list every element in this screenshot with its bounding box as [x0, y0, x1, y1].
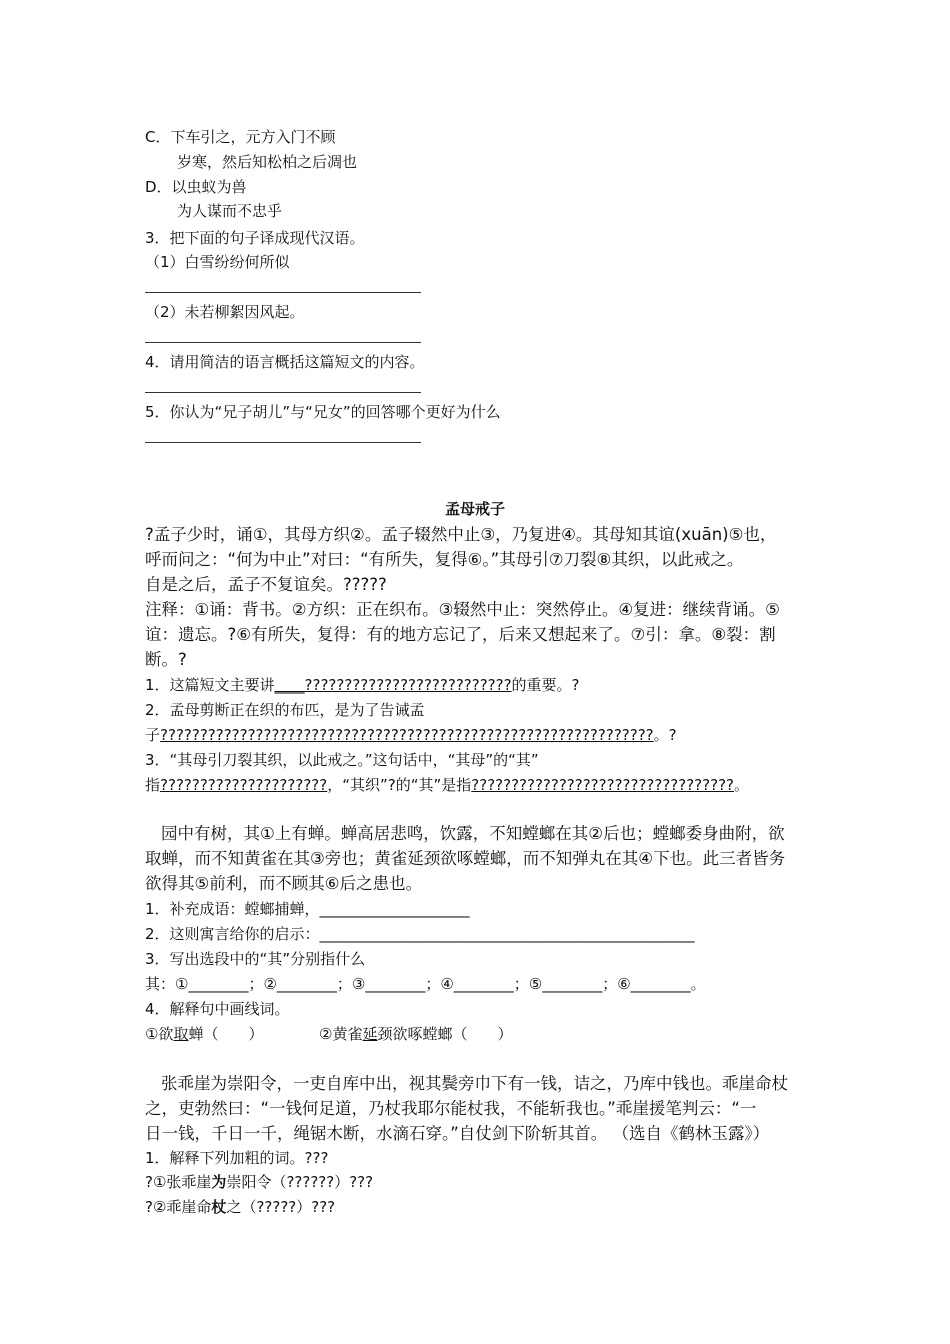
fable-line: 取蝉，而不知黄雀在其③旁也；黄雀延颈欲啄螳螂，而不知弹丸在其④下也。此三者皆务 [145, 849, 786, 868]
passage-question-2: 2．孟母剪断正在织的布匹，是为了告诫孟 [145, 701, 425, 719]
option-c-line1: C．下车引之，元方入门不顾 [145, 128, 336, 146]
annotation-line: 断。? [145, 650, 187, 669]
question-3: 3．把下面的句子译成现代汉语。 [145, 229, 365, 247]
answer-line-3-1[interactable] [145, 292, 421, 293]
fable-question-3-blanks: 其：①________；②________；③________；④________；⑤________；⑥________。 [145, 975, 706, 993]
annotation-line: 注释：①诵：背书。②方织：正在织布。③辍然中止：突然停止。④复进：继续背诵。⑤ [145, 600, 780, 619]
story-item-1: ?①张乖崖为崇阳令（??????）??? [145, 1173, 374, 1191]
question-5: 5．你认为“兄子胡儿”与“兄女”的回答哪个更好为什么 [145, 403, 501, 421]
fable-question-4: 4．解释句中画线词。 [145, 1000, 290, 1018]
answer-line-4[interactable] [145, 392, 421, 393]
answer-line-5[interactable] [145, 442, 421, 443]
story-item-2: ?②乖崖命杖之（?????）??? [145, 1198, 336, 1216]
story-line: 张乖崖为崇阳令，一吏自库中出，视其鬓旁巾下有一钱，诘之，乃库中钱也。乖崖命杖 [161, 1074, 788, 1093]
story-line: 日一钱，千日一千，绳锯木断，水滴石穿。”自仗剑下阶斩其首。 （选自《鹤林玉露》） [145, 1124, 770, 1143]
option-c-line2: 岁寒，然后知松柏之后凋也 [177, 153, 358, 171]
question-3-2: （2）未若柳絮因风起。 [145, 303, 305, 321]
underlined-word: 取 [173, 1025, 189, 1043]
fable-question-3: 3．写出选段中的“其”分别指什么 [145, 950, 366, 968]
passage-line: 自是之后，孟子不复谊矣。????? [145, 575, 387, 594]
option-d-line1: D．以虫蚁为兽 [145, 178, 247, 196]
passage-title: 孟母戒子 [444, 500, 505, 518]
passage-line: 呼而问之：“何为中止”对曰：“有所失，复得⑥。”其母引⑦刀裂⑧其织，以此戒之。 [145, 550, 744, 569]
answer-blank[interactable]: ????????????????????? [160, 776, 328, 794]
fable-line: 欲得其⑤前利，而不顾其⑥后之患也。 [145, 874, 423, 893]
fable-line: 园中有树，其①上有蝉。蝉高居悲鸣，饮露，不知螳螂在其②后也；螳螂委身曲附，欲 [161, 824, 785, 843]
answer-blank[interactable]: ????????????????????????????????? [471, 776, 734, 794]
story-question-1: 1．解释下列加粗的词。??? [145, 1149, 329, 1167]
passage-question-2-cont: 子??????????????????????????????????????????????????????????????。? [145, 726, 677, 744]
fable-question-2: 2．这则寓言给你的启示：__________________________________________________ [145, 925, 695, 943]
fable-question-1: 1．补充成语：螳螂捕蝉，____________________ [145, 900, 470, 918]
passage-line: ?孟子少时，诵①，其母方织②。孟子辍然中止③，乃复进④。其母知其谊(xuān)⑤也， [145, 525, 777, 544]
option-d-line2: 为人谋而不忠乎 [177, 202, 283, 220]
story-line: 之，吏勃然曰：“一钱何足道，乃杖我耶尔能杖我，不能斩我也。”乖崖援笔判云：“一 [145, 1099, 757, 1118]
passage-question-1: 1．这篇短文主要讲____??????????????????????????的重要。? [145, 676, 580, 694]
passage-question-3: 3．“其母引刀裂其织，以此戒之。”这句话中，“其母”的“其” [145, 751, 539, 769]
answer-blank[interactable]: ____?????????????????????????? [274, 676, 512, 694]
annotation-line: 谊：遗忘。?⑥有所失，复得：有的地方忘记了，后来又想起来了。⑦引：拿。⑧裂：割 [145, 625, 776, 644]
question-3-1: （1）白雪纷纷何所似 [145, 253, 290, 271]
underlined-word: 延 [362, 1025, 378, 1043]
passage-question-3-cont: 指?????????????????????，“其织”?的“其”是指?????????????????????????????????。 [145, 776, 750, 794]
fable-question-4-items: ①欲取蝉（ ） ②黄雀延颈欲啄螳螂（ ） [145, 1025, 513, 1043]
answer-line-3-2[interactable] [145, 342, 421, 343]
answer-blank[interactable]: ?????????????????????????????????????????????????????????????? [160, 726, 654, 744]
question-4: 4．请用简洁的语言概括这篇短文的内容。 [145, 353, 425, 371]
